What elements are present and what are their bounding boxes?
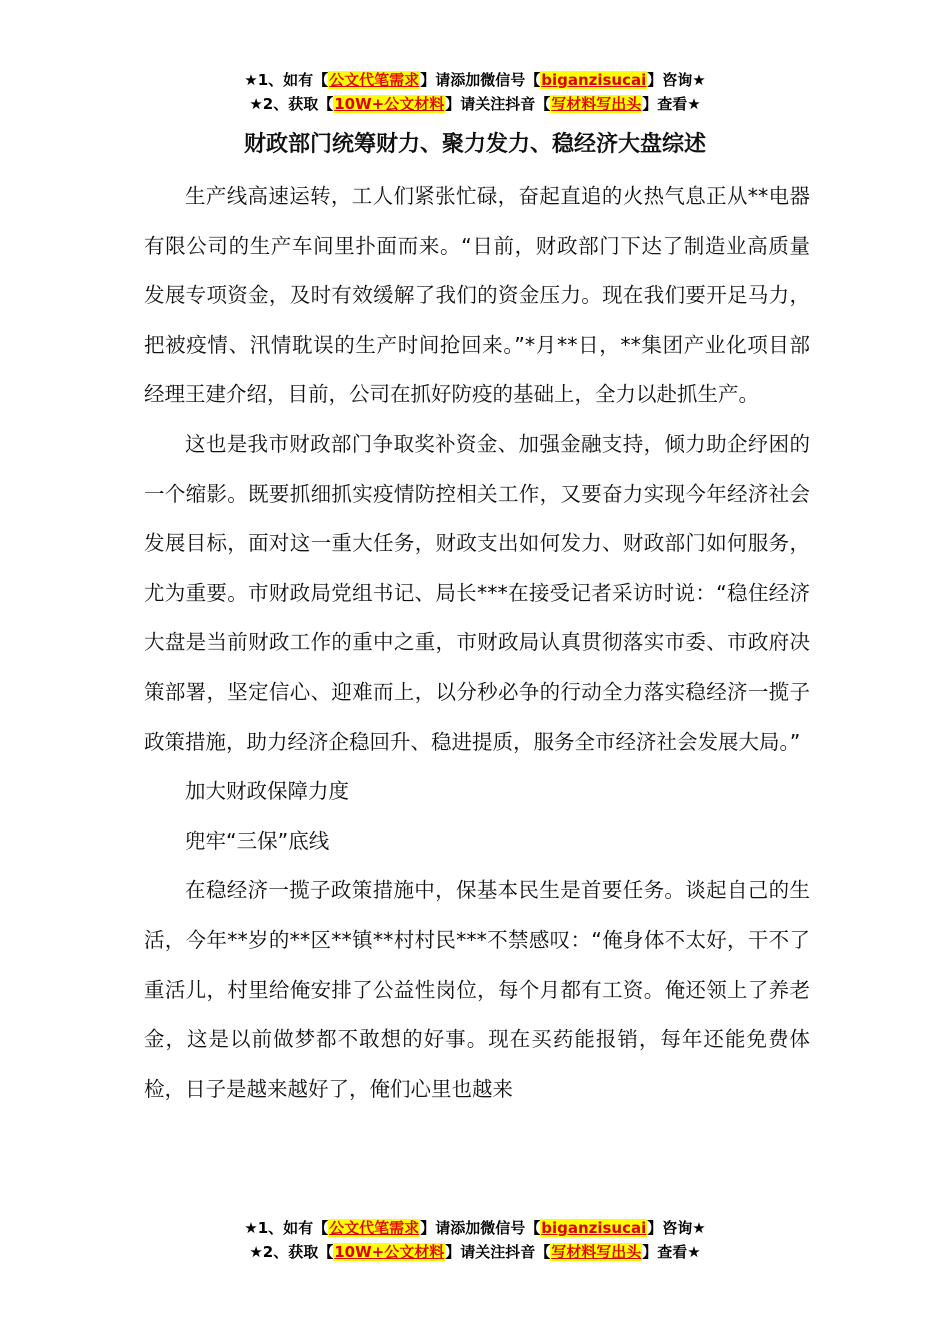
highlight-writing-service: 公文代笔需求 xyxy=(329,71,420,89)
banner-line-1 xyxy=(0,68,950,92)
paragraph: 在稳经济一揽子政策措施中，保基本民生是首要任务。谈起自己的生活，今年**岁的**区**镇**村村民***不禁感叹：“俺身体不太好，干不了重活儿，村里给俺安排了公益性岗位，每个月都有工资。俺还领上了养老金，这是以前做梦都不敢想的好事。现在买药能报销，每年还能免费体检，日子是越来越好了，俺们心里也越来 xyxy=(144,878,810,1101)
highlight-wechat-id: biganzisucai xyxy=(541,1219,647,1237)
section-heading: 加大财政保障力度 xyxy=(185,779,349,804)
document-body xyxy=(144,172,810,1210)
banner-text: ★2、获取【 xyxy=(249,95,334,113)
banner-line-2 xyxy=(0,1240,950,1264)
footer-banner xyxy=(0,1216,950,1264)
banner-text: ★1、如有【 xyxy=(244,1219,329,1237)
document-title: 财政部门统筹财力、聚力发力、稳经济大盘综述 xyxy=(243,132,706,157)
banner-text: 】请关注抖音【 xyxy=(445,1243,551,1261)
paragraph: 这也是我市财政部门争取奖补资金、加强金融支持，倾力助企纾困的一个缩影。既要抓细抓实疫情防控相关工作，又要奋力实现今年经济社会发展目标，面对这一重大任务，财政支出如何发力、财政部门如何服务，尤为重要。市财政局党组书记、局长***在接受记者采访时说：“稳住经济大盘是当前财政工作的重中之重，市财政局认真贯彻落实市委、市政府决策部署，坚定信心、迎难而上，以分秒必争的行动全力落实稳经济一揽子政策措施，助力经济企稳回升、稳进提质，服务全市经济社会发展大局。” xyxy=(144,431,810,754)
header-banner xyxy=(0,68,950,116)
banner-text: ★1、如有【 xyxy=(244,71,329,89)
banner-text: 】请添加微信号【 xyxy=(420,1219,541,1237)
highlight-douyin-account: 写材料写出头 xyxy=(551,1243,642,1261)
highlight-douyin-account: 写材料写出头 xyxy=(551,95,642,113)
banner-line-1 xyxy=(0,1216,950,1240)
highlight-materials: 10W+公文材料 xyxy=(334,95,445,113)
section-heading: 兜牢“三保”底线 xyxy=(185,828,330,853)
banner-line-2 xyxy=(0,92,950,116)
highlight-materials: 10W+公文材料 xyxy=(334,1243,445,1261)
highlight-wechat-id: biganzisucai xyxy=(541,71,647,89)
banner-text: 】咨询★ xyxy=(647,71,706,89)
banner-text: 】查看★ xyxy=(642,95,701,113)
paragraph: 生产线高速运转，工人们紧张忙碌，奋起直追的火热气息正从**电器有限公司的生产车间里扑面而来。“日前，财政部门下达了制造业高质量发展专项资金，及时有效缓解了我们的资金压力。现在我们要开足马力，把被疫情、汛情耽误的生产时间抢回来。”*月**日，**集团产业化项目部经理王建介绍，目前，公司在抓好防疫的基础上，全力以赴抓生产。 xyxy=(144,184,810,407)
highlight-writing-service: 公文代笔需求 xyxy=(329,1219,420,1237)
banner-text: 】请添加微信号【 xyxy=(420,71,541,89)
banner-text: 】咨询★ xyxy=(647,1219,706,1237)
banner-text: 】查看★ xyxy=(642,1243,701,1261)
banner-text: ★2、获取【 xyxy=(249,1243,334,1261)
banner-text: 】请关注抖音【 xyxy=(445,95,551,113)
